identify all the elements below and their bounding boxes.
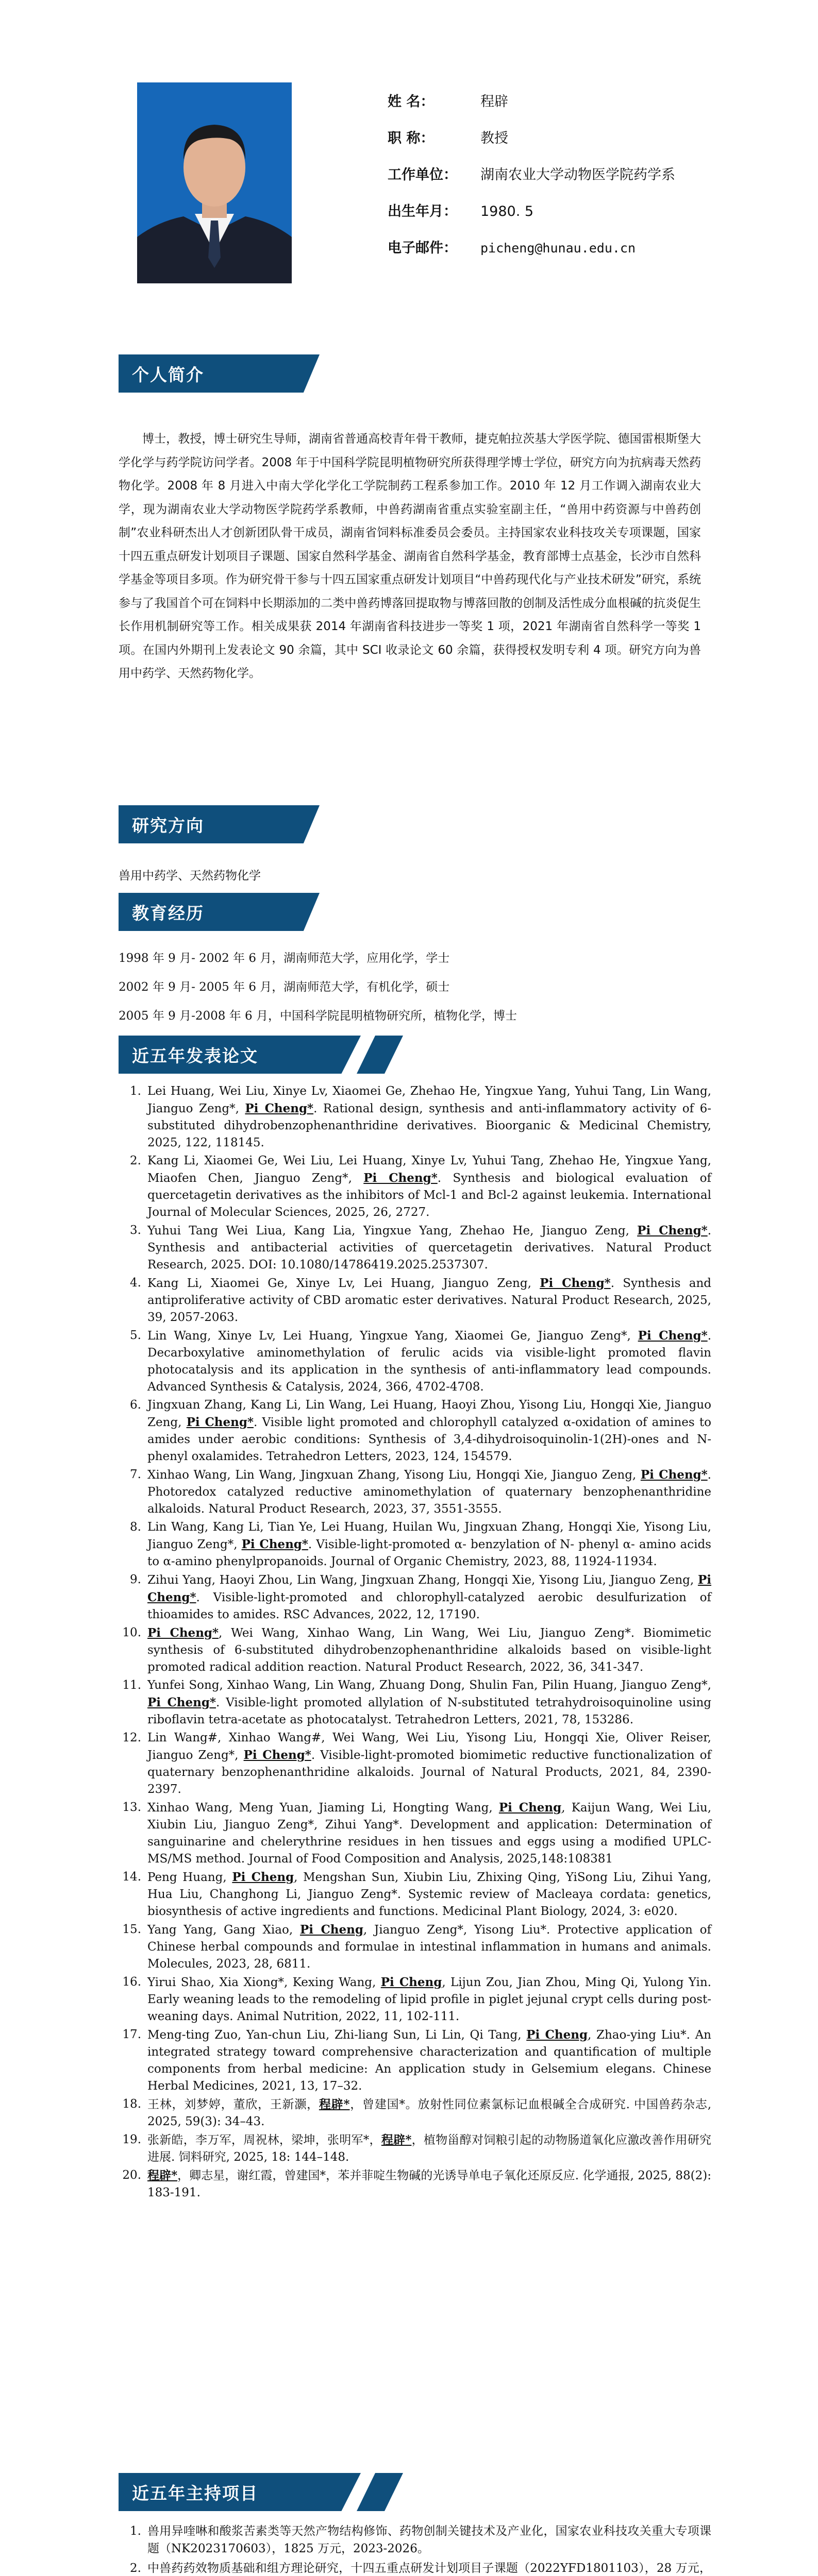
paper-authors: Yuhui Tang Wei Liua, Kang Lia, Yingxue Yang, Zhehao He, Jianguo Zeng, [147,1224,638,1238]
paper-citation: , Kaijun Wang, Wei Liu, Xiubin Liu, Jianguo Zeng*, Zihui Yang*. Development and application: Determination of sanguinarine and chelerythrine residues in hen tissues and eggs using a modified UPLC-MS/MS method. Journal of Food Composition and Analysis, 2025,148:108381 [147,1801,712,1866]
paper-citation: , Wei Wang, Xinhao Wang, Lin Wang, Wei Liu, Jianguo Zeng*. Biomimetic synthesis of 6-substituted dihydrobenzophenanthridine alkaloids based on visible-light promoted radical addition reaction. Natural Product Research, 2022, 36, 341-347. [147,1626,711,1674]
paper-citation: ，植物甾醇对饲粮引起的动物肠道氧化应激改善作用研究进展. 饲料研究, 2025, 18: 144–148. [147,2133,712,2164]
paper-authors: Yang Yang, Gang Xiao, [147,1923,300,1937]
paper-authors: Peng Huang, [147,1871,232,1884]
paper-authors: Lei Huang, Wei Liu, Xinye Lv, Xiaomei Ge, Zhehao He, Yingxue Yang, Yuhui Tang, Lin Wang, Jianguo Zeng*, [147,1084,711,1115]
paper-item [119,1083,711,1151]
paper-citation: , Jianguo Zeng*, Yisong Liu*. Protective application of Chinese herbal compounds and formulae in intestinal inflammation in humans and animals. Molecules, 2023, 28, 6811. [147,1923,712,1971]
paper-authors: Xinhao Wang, Lin Wang, Jingxuan Zhang, Yisong Liu, Hongqi Xie, Jianguo Zeng, [147,1468,641,1482]
email-link[interactable]: picheng@hunau.edu.cn [480,241,636,256]
paper-author-highlight: Pi Cheng [380,1975,442,1989]
paper-item [119,1624,711,1676]
education-item: 2002 年 9 月- 2005 年 6 月，湖南师范大学，有机化学，硕士 [119,980,450,994]
section-band-accent [357,2473,403,2511]
paper-number: 10. [122,1626,141,1639]
project-text: 兽用异喹啉和酸浆苦素类等天然产物结构修饰、药物创制关键技术及产业化，国家农业科技攻关重大专项课题（NK2023170603），1825 万元，2023-2026。 [147,2524,711,2555]
paper-author-highlight: 程辟* [147,2168,178,2182]
paper-authors: 张新皓，李万军，周祝林，梁坤，张明军*， [147,2133,381,2147]
section-title-intro: 个人简介 [132,364,204,385]
paper-number: 3. [130,1224,141,1237]
bio-text: 博士，教授，博士研究生导师，湖南省普通高校青年骨干教师，捷克帕拉茨基大学医学院、德国雷根斯堡大学化学与药学院访问学者。2008 年于中国科学院昆明植物研究所获得理学博士学位，研究方向为抗病毒天然药物化学。2008 年 8 月进入中南大学化学化工学院制药工程系参加工作。2010 年 12 月工作调入湖南农业大学，现为湖南农业大学动物医学院药学系教师，中兽药湖南省重点实验室副主任，“兽用中药资源与中兽药创制”农业科研杰出人才创新团队骨干成员，湖南省饲料标准委员会委员。主持国家农业科技攻关专项课题，国家十四五重点研发计划项目子课题、国家自然科学基金、湖南省自然科学基金，教育部博士点基金，长沙市自然科学基金等项目多项。作为研究骨干参与十四五国家重点研发计划项目“中兽药现代化与产业技术研发”研究，系统参与了我国首个可在饲料中长期添加的二类中兽药博落回提取物与博落回散的创制及活性成分血根碱的抗炎促生长作用机制研究等工作。相关成果获 2014 年湖南省科技进步一等奖 1 项，2021 年湖南省自然科学一等奖 1 项。在国内外期刊上发表论文 90 余篇，其中 SCI 收录论文 60 余篇，获得授权发明专利 4 项。研究方向为兽用中药学、天然药物化学。 [119,432,701,680]
paper-author-highlight: 程辟* [381,2133,412,2147]
education-item: 1998 年 9 月- 2002 年 6 月，湖南师范大学，应用化学，学士 [119,952,450,965]
section-header-intro [119,354,335,393]
paper-item [119,1677,711,1728]
paper-authors: Xinhao Wang, Meng Yuan, Jiaming Li, Hongting Wang, [147,1801,499,1815]
birth-label: 出生年月： [388,204,457,219]
paper-authors: Lin Wang#, Xinhao Wang#, Wei Wang, Wei Liu, Yisong Liu, Hongqi Xie, Oliver Reiser, Jianguo Zeng*, [147,1731,711,1762]
paper-author-highlight: Pi Cheng* [638,1329,708,1343]
paper-author-highlight: Pi Cheng* [640,1468,708,1482]
paper-authors: Yirui Shao, Xia Xiong*, Kexing Wang, [147,1976,381,1989]
section-title-projects: 近五年主持项目 [132,2483,258,2503]
paper-number: 19. [122,2133,141,2146]
paper-citation: . Photoredox catalyzed reductive aminomethylation of quaternary benzophenanthridine alkaloids. Natural Product Research, 2023, 37, 3551-3555. [147,1468,711,1516]
paper-item [119,1222,711,1274]
paper-author-highlight: Pi Cheng* [363,1171,438,1185]
paper-number: 18. [122,2097,141,2111]
section-header-papers [119,1036,407,1074]
project-number: 1. [130,2524,141,2538]
paper-citation: . Synthesis and antiproliferative activity of CBD aromatic ester derivatives. Natural Product Research, 2025, 39, 2057-2063. [147,1277,712,1324]
paper-number: 9. [130,1573,141,1586]
section-header-projects [119,2473,407,2511]
paper-number: 13. [122,1801,141,1814]
paper-number: 16. [122,1975,141,1989]
education-list [119,948,517,1035]
project-text: 中兽药药效物质基础和组方理论研究，十四五重点研发计划项目子课题（2022YFD1801103），28 万元， [147,2562,711,2575]
unit-value: 湖南农业大学动物医学院药学系 [480,167,675,183]
paper-number: 12. [122,1731,141,1744]
paper-item [119,1730,711,1798]
section-header-education [119,893,335,931]
profile-birth-row [388,201,748,238]
paper-authors: Lin Wang, Xinye Lv, Lei Huang, Yingxue Yang, Xiaomei Ge, Jianguo Zeng*, [147,1329,638,1343]
paper-authors: 王林，刘梦婷，董欣，王新灏， [147,2098,319,2111]
name-label: 姓 名： [388,94,435,110]
paper-number: 6. [130,1398,141,1412]
paper-number: 14. [122,1870,141,1884]
paper-authors: Kang Li, Xiaomei Ge, Wei Liu, Lei Huang, Xinye Lv, Yuhui Tang, Zhehao He, Yingxue Yang, Miaofen Chen, Jianguo Zeng*, [147,1154,711,1185]
paper-item [119,2131,711,2166]
paper-number: 15. [122,1923,141,1936]
paper-item [119,2167,711,2201]
paper-citation: . Synthesis and biological evaluation of quercetagetin derivatives as the inhibitors of Mcl-1 and Bcl-2 against leukemia. International Journal of Molecular Sciences, 2025, 26, 2727. [147,1172,711,1219]
email-label: 电子邮件： [388,240,457,256]
paper-citation: . Synthesis and antibacterial activities of quercetagetin derivatives. Natural Product Research, 2025. DOI: 10.1080/14786419.2025.2537307. [147,1224,711,1272]
paper-author-highlight: Pi Cheng* [540,1276,611,1290]
section-header-research [119,805,335,843]
paper-author-highlight: Pi Cheng [299,1923,363,1937]
papers-list [119,1083,711,2202]
section-band-accent [357,1036,403,1074]
paper-citation: . Visible-light-promoted biomimetic reductive functionalization of quaternary benzophenanthridine alkaloids. Journal of Natural Products, 2021, 84, 2390-2397. [147,1749,711,1796]
paper-number: 7. [130,1468,141,1481]
profile-email-row [388,238,748,275]
unit-label: 工作单位： [388,167,457,183]
paper-item [119,1571,711,1623]
paper-item [119,1869,711,1920]
paper-item [119,1327,711,1396]
profile-title-row [388,128,748,165]
birth-value: 1980. 5 [480,204,534,219]
paper-number: 20. [122,2168,141,2182]
paper-authors: Jingxuan Zhang, Kang Li, Lin Wang, Lei Huang, Haoyi Zhou, Yisong Liu, Hongqi Xie, Jianguo Zeng, [147,1398,711,1429]
section-title-papers: 近五年发表论文 [132,1045,258,1066]
paper-author-highlight: Pi Cheng* [147,1573,711,1604]
paper-author-highlight: Pi Cheng [498,1801,562,1815]
paper-authors: Lin Wang, Kang Li, Tian Ye, Lei Huang, Huilan Wu, Jingxuan Zhang, Hongqi Xie, Yisong Liu, Jianguo Zeng*, [147,1520,711,1551]
paper-citation: , Zhao-ying Liu*. An integrated strategy toward comprehensive characterization and quantification of multiple components from herbal medicine: An application study in Gelsemium elegans. Chinese Herbal Medicines, 2021, 13, 17–32. [147,2028,711,2093]
name-value: 程辟 [480,94,508,110]
paper-citation: . Visible-light promoted allylation of N-substituted tetrahydroisoquinoline using riboflavin tetra-acetate as photocatalyst. Tetrahedron Letters, 2021, 78, 153286. [147,1696,711,1726]
paper-citation: . Visible-light-promoted and chlorophyll-catalyzed aerobic desulfurization of thioamides to amides. RSC Advances, 2022, 12, 17190. [147,1591,711,1621]
paper-author-highlight: Pi Cheng* [147,1626,219,1640]
paper-citation: ，卿志星，谢红霞，曾建国*，苯并菲啶生物碱的光诱导单电子氧化还原反应. 化学通报, 2025, 88(2): 183-191. [147,2169,712,2199]
paper-authors: Kang Li, Xiaomei Ge, Xinye Lv, Lei Huang, Jianguo Zeng, [147,1277,540,1290]
paper-item [119,1974,711,2025]
paper-number: 11. [122,1679,141,1692]
profile-unit-row [388,165,748,201]
paper-author-highlight: Pi Cheng* [637,1224,708,1238]
paper-number: 17. [122,2028,141,2041]
paper-author-highlight: Pi Cheng* [245,1101,314,1115]
paper-author-highlight: Pi Cheng [232,1870,294,1884]
project-number: 2. [130,2562,141,2575]
paper-author-highlight: Pi Cheng* [147,1696,216,1709]
portrait-photo [137,82,292,283]
paper-authors: Yunfei Song, Xinhao Wang, Lin Wang, Zhuang Dong, Shulin Fan, Pilin Huang, Jianguo Zeng*, [147,1679,711,1692]
paper-citation: . Decarboxylative aminomethylation of ferulic acids via visible-light promoted flavin photocatalysis and its application in the synthesis of anti-inflammatory lead compounds. Advanced Synthesis & Catalysis, 2024, 366, 4702-4708. [147,1329,711,1394]
paper-item [119,2026,711,2095]
paper-item [119,1799,711,1868]
paper-citation: ，曾建国*。放射性同位素氯标记血根碱全合成研究. 中国兽药杂志, 2025, 59(3): 34–43. [147,2098,712,2128]
title-value: 教授 [480,130,508,146]
paper-citation: . Rational design, synthesis and anti-inflammatory activity of 6-substituted dihydrobenzophenanthridine derivatives. Bioorganic & Medicinal Chemistry, 2025, 122, 118145. [147,1102,711,1149]
profile-info [388,92,748,275]
paper-author-highlight: Pi Cheng* [186,1415,254,1429]
section-title-research: 研究方向 [132,815,204,836]
projects-list [119,2522,711,2576]
paper-citation: . Visible light promoted and chlorophyll catalyzed α-oxidation of amines to amides under aerobic conditions: Synthesis of 3,4-dihydroisoquinolin-1(2H)-ones and N-phenyl oxalamides. Tetrahedron Letters, 2023, 124, 154579. [147,1416,711,1463]
paper-authors: Zihui Yang, Haoyi Zhou, Lin Wang, Jingxuan Zhang, Hongqi Xie, Yisong Liu, Jianguo Zeng, [147,1573,698,1587]
project-item [119,2560,711,2576]
project-item [119,2522,711,2557]
paper-number: 1. [130,1084,141,1098]
paper-number: 8. [130,1520,141,1534]
paper-number: 5. [130,1329,141,1342]
paper-author-highlight: Pi Cheng [526,2028,588,2042]
education-item: 2005 年 9 月-2008 年 6 月，中国科学院昆明植物研究所，植物化学，博士 [119,1009,517,1023]
profile-name-row [388,92,748,128]
paper-item [119,1466,711,1518]
paper-author-highlight: Pi Cheng* [243,1748,311,1762]
section-title-education: 教育经历 [132,903,204,923]
paper-author-highlight: Pi Cheng* [241,1537,308,1551]
paper-number: 2. [130,1154,141,1167]
paper-item [119,1275,711,1326]
paper-number: 4. [130,1276,141,1290]
paper-citation: . Visible-light-promoted α- benzylation of N- phenyl α- amino acids to α-amino phenylpropanoids. Journal of Organic Chemistry, 2023, 88, 11924-11934. [147,1538,711,1568]
paper-citation: , Lijun Zou, Jian Zhou, Ming Qi, Yulong Yin. Early weaning leads to the remodeling of lipid profile in piglet jejunal crypt cells during post-weaning days. Animal Nutrition, 2022, 11, 102-111. [147,1976,711,2023]
paper-authors: Meng-ting Zuo, Yan-chun Liu, Zhi-liang Sun, Li Lin, Qi Tang, [147,2028,527,2042]
paper-item [119,1921,711,1973]
paper-item [119,2096,711,2130]
paper-item [119,1153,711,1221]
paper-author-highlight: 程辟* [319,2097,350,2111]
paper-citation: , Mengshan Sun, Xiubin Liu, Zhixing Qing, YiSong Liu, Zihui Yang, Hua Liu, Changhong Li, Jianguo Zeng*. Systemic review of Macleaya cordata: genetics, biosynthesis of active ingredients and functions. Medicinal Plant Biology, 2024, 3: e020. [147,1871,711,1918]
paper-item [119,1519,711,1570]
title-label: 职 称： [388,130,435,146]
paper-item [119,1397,711,1465]
research-text: 兽用中药学、天然药物化学 [119,869,261,883]
